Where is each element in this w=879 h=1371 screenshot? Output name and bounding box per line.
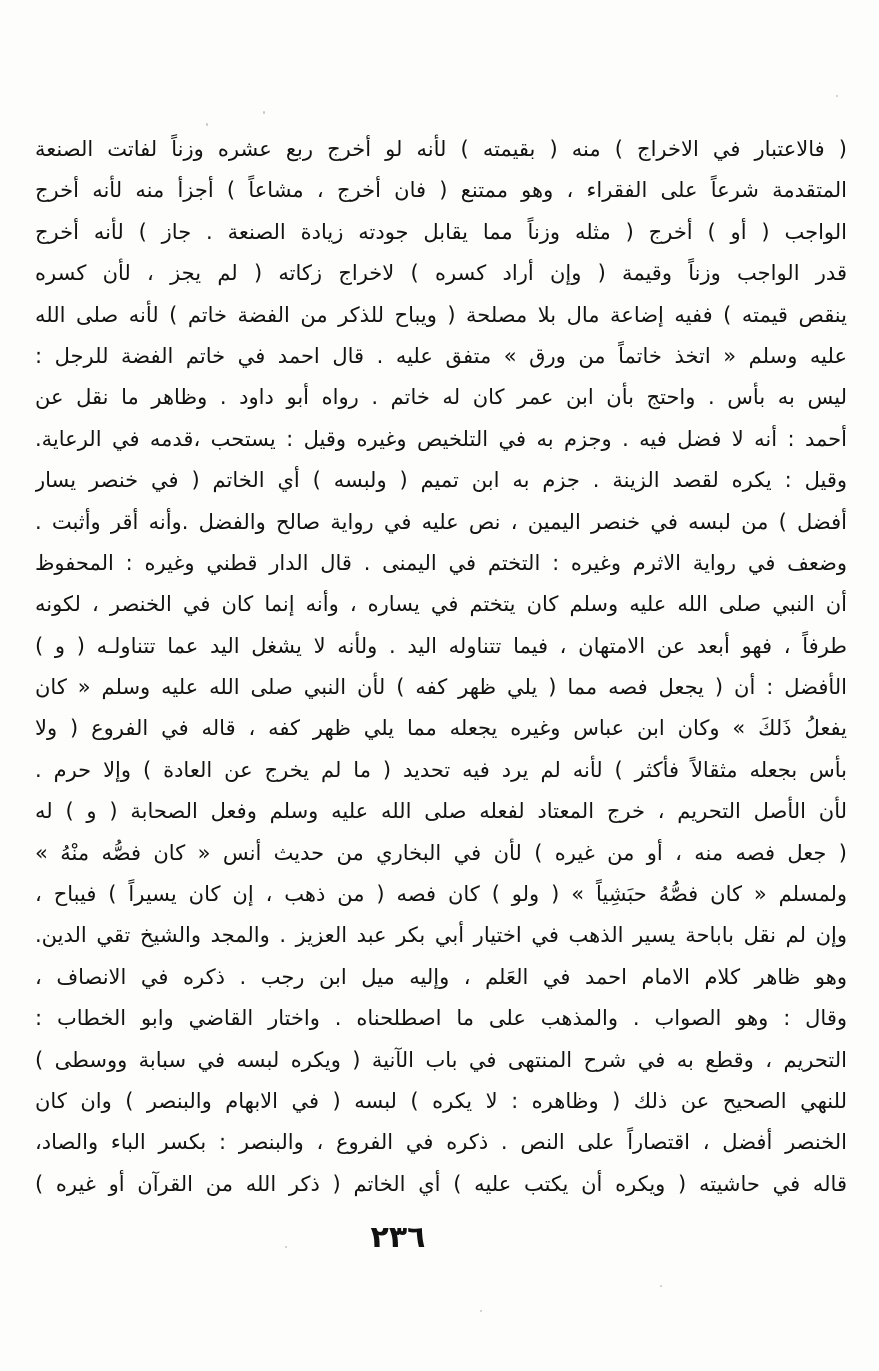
text-line: قدر الواجب وزناً وقيمة ( وإن أراد كسره ) لاخراج زكاته ( لم يجز ، لأن كسره <box>35 261 847 286</box>
body-text <box>35 129 847 1205</box>
text-line: وقيل : يكره لقصد الزينة . جزم به ابن تميم ( ولبسه ) أي الخاتم ( في خنصر يسار <box>35 468 847 493</box>
scan-speck <box>660 1285 662 1287</box>
text-line: أحمد : أنه لا فضل فيه . وجزم به في التلخيص وغيره وقيل : يستحب ،قدمه في الرعاية. <box>35 426 847 451</box>
text-line: وإن لم نقل باباحة يسير الذهب في اختيار أبي بكر عبد العزيز . والمجد والشيخ تقي الدين. <box>35 923 847 948</box>
text-line: ( فالاعتبار في الاخراج ) منه ( بقيمته ) لأنه لو أخرج ربع عشره وزناً لفاتت الصنعة <box>35 137 847 161</box>
text-line: أفضل ) من لبسه في خنصر اليمين ، نص عليه في رواية صالح والفضل .وأنه أقر وأثبت . <box>35 509 847 534</box>
text-line: بأس بجعله مثقالاً فأكثر ) لأنه لم يرد فيه تحديد ( ما لم يخرج عن العادة ) وإلا حرم . <box>35 757 847 782</box>
text-line: وضعف في رواية الاثرم وغيره : التختم في اليمنى . قال الدار قطني وغيره : المحفوظ <box>35 550 847 575</box>
text-line: عليه وسلم « اتخذ خاتماً من ورق » متفق عليه . قال احمد في خاتم الفضة للرجل : <box>35 343 847 368</box>
text-line: طرفاً ، فهو أبعد عن الامتهان ، فيما تتناوله اليد . ولأنه لا يشغل اليد عما تتناولـه ( و ) <box>35 633 847 658</box>
text-line: ينقص قيمته ) ففيه إضاعة مال بلا مصلحة ( ويباح للذكر من الفضة خاتم ) لأنه صلى الله <box>35 302 847 327</box>
text-line: ليس به بأس . واحتج بأن ابن عمر كان له خاتم . رواه أبو داود . وظاهر ما نقل عن <box>35 385 847 410</box>
text-line: لأن الأصل التحريم ، خرج المعتاد لفعله صلى الله عليه وسلم وفعل الصحابة ( و ) له <box>35 799 847 824</box>
scan-speck <box>836 95 838 97</box>
scan-speck <box>206 123 208 126</box>
scan-speck <box>480 1310 482 1312</box>
text-line: أن النبي صلى الله عليه وسلم كان يتختم في يساره ، وأنه إنما كان في الخنصر ، لكونه <box>35 592 847 617</box>
text-line: الواجب ( أو ) أخرج ( مثله وزناً مما يقابل جودته زيادة الصنعة . جاز ) لأنه أخرج <box>35 219 847 244</box>
page-number: ٢٣٦ <box>370 1220 426 1255</box>
text-line: وهو ظاهر كلام الامام احمد في العَلم ، وإليه ميل ابن رجب . ذكره في الانصاف ، <box>35 964 847 989</box>
text-line: الأفضل : أن ( يجعل فصه مما ( يلي ظهر كفه ) لأن النبي صلى الله عليه وسلم « كان <box>35 675 847 700</box>
scan-speck <box>263 111 265 114</box>
text-line: التحريم ، وقطع به في شرح المنتهى في باب الآنية ( ويكره لبسه في سبابة ووسطى ) <box>35 1047 847 1072</box>
text-line: المتقدمة شرعاً على الفقراء ، وهو ممتنع ( فان أخرج ، مشاعاً ) أجزأ منه لأنه أخرج <box>35 178 847 203</box>
text-line: الخنصر أفضل ، اقتصاراً على النص . ذكره في الفروع ، والبنصر : بكسر الباء والصاد، <box>35 1130 847 1155</box>
text-line: وقال : وهو الصواب . والمذهب على ما اصطلحناه . واختار القاضي وابو الخطاب : <box>35 1006 847 1031</box>
text-line: يفعلُ ذَلكَ » وكان ابن عباس وغيره يجعله مما يلي ظهر كفه ، قاله في الفروع ( ولا <box>35 716 847 741</box>
text-line: للنهي الصحيح عن ذلك ( وظاهره : لا يكره ) لبسه ( في الابهام والبنصر ) وان كان <box>35 1088 847 1113</box>
scan-speck <box>285 1246 287 1248</box>
text-line: ( جعل فصه منه ، أو من غيره ) لأن في البخاري من حديث أنس « كان فصُّه منْهُ » <box>35 840 847 865</box>
text-line: ولمسلم « كان فصُّهُ حبَشِياً » ( ولو ) كان فصه ( من ذهب ، إن كان يسيراً ) فيباح ، <box>35 882 847 907</box>
text-line: قاله في حاشيته ( ويكره أن يكتب عليه ) أي الخاتم ( ذكر الله من القرآن أو غيره ) <box>35 1171 847 1196</box>
